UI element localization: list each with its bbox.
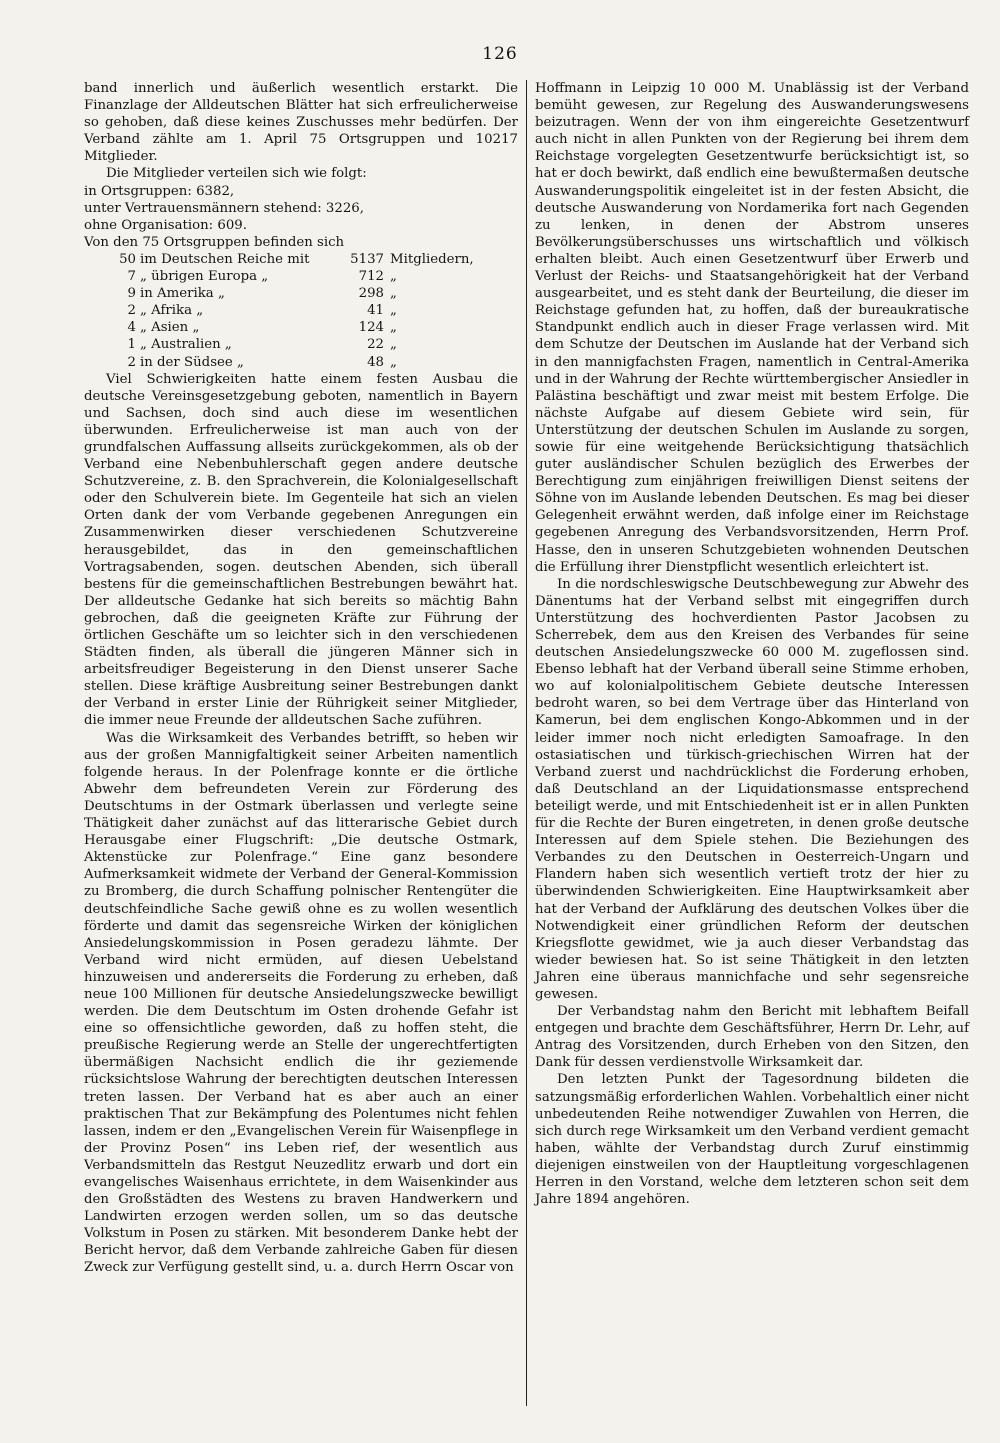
- row-tail: „: [390, 354, 397, 370]
- paragraph: Von den 75 Ortsgruppen befinden sich: [84, 234, 345, 250]
- group-count: 50: [119, 251, 136, 267]
- region: „ übrigen Europa „: [140, 269, 269, 285]
- paragraph: Den letzten Punkt der Tagesordnung bildeten die satzungsmäßig erforderlichen Wahlen. Vorbehaltlich einer nicht unbedeutenden Reihe notwendiger Zuwahlen von Herren, die sich durch rege Wirksamkeit um den Verband verdient gemacht haben, wählte der Verbandstag durch Zuruf einstimmig diejenigen einstweilen von der Hauptleitung vorgeschlagenen Herren in den Vorstand, welche dem letzteren schon seit dem Jahre 1894 angehören.: [535, 1072, 969, 1208]
- group-count: 2: [127, 354, 136, 370]
- paragraph: Hoffmann in Leipzig 10 000 M. Unablässig ist der Verband bemüht gewesen, zur Regelung des Auswanderungswesens beizutragen. Wenn der von ihm eingereichte Gesetzentwurf auch nicht in allen Punkten von der Regierung bei ihrem dem Reichstage vorgelegten Gesetzentwurfe berücksichtigt ist, so hat er doch bewirkt, daß endlich eine bewußtermaßen deutsche Auswanderungspolitik eingeleitet ist in der festen Absicht, die deutsche Auswanderung von Nordamerika fort nach Gegenden zu lenken, in denen der Abstrom unseres Bevölkerungsüberschusses uns wirtschaftlich und völkisch erhalten bleibt. Auch einen Gesetzentwurf über Erwerb und Verlust der Reichs- und Staatsangehörigkeit hat der Verband ausgearbeitet, und es steht dank der Beurteilung, die dieser im Reichstage gefunden hat, zu hoffen, daß der bureaukratische Standpunkt endlich auch in dieser Frage verlassen wird. Mit dem Schutze der Deutschen im Auslande hat der Verband sich in den mannigfachsten Fragen, namentlich in Central-Amerika und in der Wahrung der Rechte württembergischer Ansiedler in Palästina beschäftigt und zwar meist mit bestem Erfolge. Die nächste Aufgabe auf diesem Gebiete wird sein, für Unterstützung der deutschen Schulen im Auslande zu sorgen, sowie für eine weitgehende Berücksichtigung thatsächlich guter ausländischer Schulen bezüglich des Erwerbes der Berechtigung zum einjährigen freiwilligen Dienst seitens der Söhne von im Auslande lebenden Deutschen. Es mag bei dieser Gelegenheit erwähnt werden, daß infolge einer im Reichstage gegebenen Anregung des Verbandsvorsitzenden, Herrn Prof. Hasse, den in unseren Schutzgebieten wohnenden Deutschen die Erfüllung ihrer Dienstpflicht wesentlich erleichtert ist.: [535, 81, 969, 575]
- region: in der Südsee „: [140, 354, 244, 370]
- row-tail: Mitgliedern,: [390, 251, 474, 267]
- region: in Amerika „: [140, 286, 225, 302]
- row-tail: „: [390, 320, 397, 336]
- group-count: 4: [127, 320, 136, 336]
- row-tail: „: [390, 303, 397, 319]
- region: „ Asien „: [140, 320, 200, 336]
- group-count: 7: [127, 269, 136, 285]
- member-count: 48: [367, 354, 384, 370]
- distribution-row: [84, 285, 518, 302]
- distribution-row: [84, 319, 518, 336]
- paragraph: Was die Wirksamkeit des Verbandes betrifft, so heben wir aus der großen Mannigfaltigkeit seiner Arbeiten namentlich folgende heraus. In der Polenfrage konnte er die örtliche Abwehr dem befreundeten Verein zur Förderung des Deutschtums in der Ostmark überlassen und verlegte seine Thätigkeit daher zunächst auf das litterarische Gebiet durch Herausgabe einer Flugschrift: „Die deutsche Ostmark, Aktenstücke zur Polenfrage.“ Eine ganz besondere Aufmerksamkeit widmete der Verband der General-Kommission zu Bromberg, die durch Schaffung polnischer Rentengüter die deutschfeindliche Sache gewiß ohne es zu wollen wesentlich förderte und damit das segensreiche Wirken der königlichen Ansiedelungskommission in Posen geradezu lähmte. Der Verband wird nicht ermüden, auf diesen Uebelstand hinzuweisen und andererseits die Forderung zu erheben, daß neue 100 Millionen für deutsche Ansiedelungszwecke bewilligt werden. Die dem Deutschtum im Osten drohende Gefahr ist eine so offensichtliche geworden, daß zu hoffen steht, die preußische Regierung werde an Stelle der ungerechtfertigten übermäßigen Nachsicht endlich die ihr geziemende rücksichtslose Wahrung der berechtigten deutschen Interessen treten lassen. Der Verband hat es aber auch an einer praktischen That zur Bekämpfung des Polentumes nicht fehlen lassen, indem er den „Evangelischen Verein für Waisenpflege in der Provinz Posen“ ins Leben rief, der wesentlich aus Verbandsmitteln das Restgut Neuzedlitz erwarb und dort ein evangelisches Waisenhaus errichtete, in dem Waisenkinder aus den Großstädten des Westens zu braven Handwerkern und Landwirten erzogen werden sollen, um so das deutsche Volkstum in Posen zu stärken. Mit besonderem Danke hebt der Bericht hervor, daß dem Verbande zahlreiche Gaben für diesen Zweck zur Verfügung gestellt sind, u. a. durch Herrn Oscar von: [84, 730, 518, 1276]
- member-line: ohne Organisation: 609.: [84, 217, 247, 233]
- row-tail: „: [390, 269, 397, 285]
- group-count: 1: [127, 337, 136, 353]
- distribution-row: [84, 251, 518, 268]
- page-number: 126: [482, 44, 518, 64]
- member-count: 298: [358, 286, 384, 302]
- row-tail: „: [390, 286, 397, 302]
- member-count: 5137: [350, 251, 384, 267]
- group-count: 2: [127, 303, 136, 319]
- right-column: [535, 80, 969, 1208]
- paragraph: Viel Schwierigkeiten hatte einem festen Ausbau die deutsche Vereinsgesetzgebung geboten, namentlich in Bayern und Sachsen, doch sind auch diese im wesentlichen überwunden. Erfreulicherweise ist man auch von der grundfalschen Auffassung allseits zurückgekommen, als ob der Verband eine Nebenbuhlerschaft gegen andere deutsche Schutzvereine, z. B. den Sprachverein, die Kolonialgesellschaft oder den Schulverein biete. Im Gegenteile hat sich an vielen Orten dank der vom Verbande gegebenen Anregungen ein Zusammenwirken dieser verschiedenen Schutzvereine herausgebildet, das in den gemeinschaftlichen Vortragsabenden, sogen. deutschen Abenden, sich überall bestens für die gemeinschaftlichen Bestrebungen bewährt hat. Der alldeutsche Gedanke hat sich bereits so mächtig Bahn gebrochen, daß die geeigneten Kräfte zur Führung der örtlichen Geschäfte um so leichter sich in den verschiedenen Städten finden, als überall die jüngeren Männer sich in arbeitsfreudiger Begeisterung in den Dienst unserer Sache stellen. Diese kräftige Ausbreitung seiner Bestrebungen dankt der Verband in erster Linie der Rührigkeit seiner Mitglieder, die immer neue Freunde der alldeutschen Sache zuführen.: [84, 371, 518, 729]
- distribution-row: [84, 336, 518, 353]
- region: im Deutschen Reiche mit: [140, 251, 310, 267]
- member-line: in Ortsgruppen: 6382,: [84, 183, 235, 199]
- paragraph: Der Verbandstag nahm den Bericht mit lebhaftem Beifall entgegen und brachte dem Geschäftsführer, Herrn Dr. Lehr, auf Antrag des Vorsitzenden, durch Erheben von den Sitzen, den Dank für dessen verdienstvolle Wirksamkeit dar.: [535, 1004, 969, 1071]
- distribution-row: [84, 302, 518, 319]
- row-tail: „: [390, 337, 397, 353]
- group-count: 9: [127, 286, 136, 302]
- distribution-row: [84, 354, 518, 371]
- member-count: 22: [367, 337, 384, 353]
- paragraph: Die Mitglieder verteilen sich wie folgt:: [106, 166, 367, 182]
- region: „ Afrika „: [140, 303, 204, 319]
- member-count: 124: [358, 320, 384, 336]
- member-line: unter Vertrauensmännern stehend: 3226,: [84, 200, 364, 216]
- left-column: [84, 80, 518, 1277]
- column-divider: [526, 80, 527, 1406]
- paragraph: In die nordschleswigsche Deutschbewegung zur Abwehr des Dänentums hat der Verband selbst mit eingegriffen durch Unterstützung des hochverdienten Pastor Jacobsen zu Scherrebek, dem aus den Kreisen des Verbandes für seine deutschen Ansiedelungszwecke 60 000 M. zugeflossen sind. Ebenso lebhaft hat der Verband überall seine Stimme erhoben, wo auf kolonialpolitischem Gebiete deutsche Interessen bedroht waren, so bei dem Vertrage über das Hinterland von Kamerun, bei dem englischen Kongo-Abkommen und in der leider immer noch nicht erledigten Samoafrage. In den ostasiatischen und türkisch-griechischen Wirren hat der Verband zuerst und nachdrücklichst die Forderung erhoben, daß Deutschland an der Liquidationsmasse entsprechend beteiligt werde, und mit Entschiedenheit ist er in allen Punkten für die Rechte der Buren eingetreten, in denen große deutsche Interessen auf dem Spiele stehen. Die Beziehungen des Verbandes zu den Deutschen in Oesterreich-Ungarn und Flandern haben sich wesentlich vertieft trotz der hier zu überwindenden Schwierigkeiten. Eine Hauptwirksamkeit aber hat der Verband der Aufklärung des deutschen Volkes über die Notwendigkeit einer gründlichen Reform der deutschen Kriegsflotte gewidmet, wie ja auch dieser Verbandstag das wieder bewiesen hat. So ist seine Thätigkeit in den letzten Jahren eine überaus mannichfache und sehr segensreiche gewesen.: [535, 576, 969, 1002]
- distribution-row: [84, 268, 518, 285]
- region: „ Australien „: [140, 337, 232, 353]
- member-count: 712: [358, 269, 384, 285]
- distribution-table: [84, 251, 518, 371]
- member-count: 41: [367, 303, 384, 319]
- paragraph: band innerlich und äußerlich wesentlich erstarkt. Die Finanzlage der Alldeutschen Blätter hat sich erfreulicherweise so gehoben, daß diese keines Zuschusses mehr bedürfen. Der Verband zählte am 1. April 75 Ortsgruppen und 10217 Mitglieder.: [84, 81, 518, 165]
